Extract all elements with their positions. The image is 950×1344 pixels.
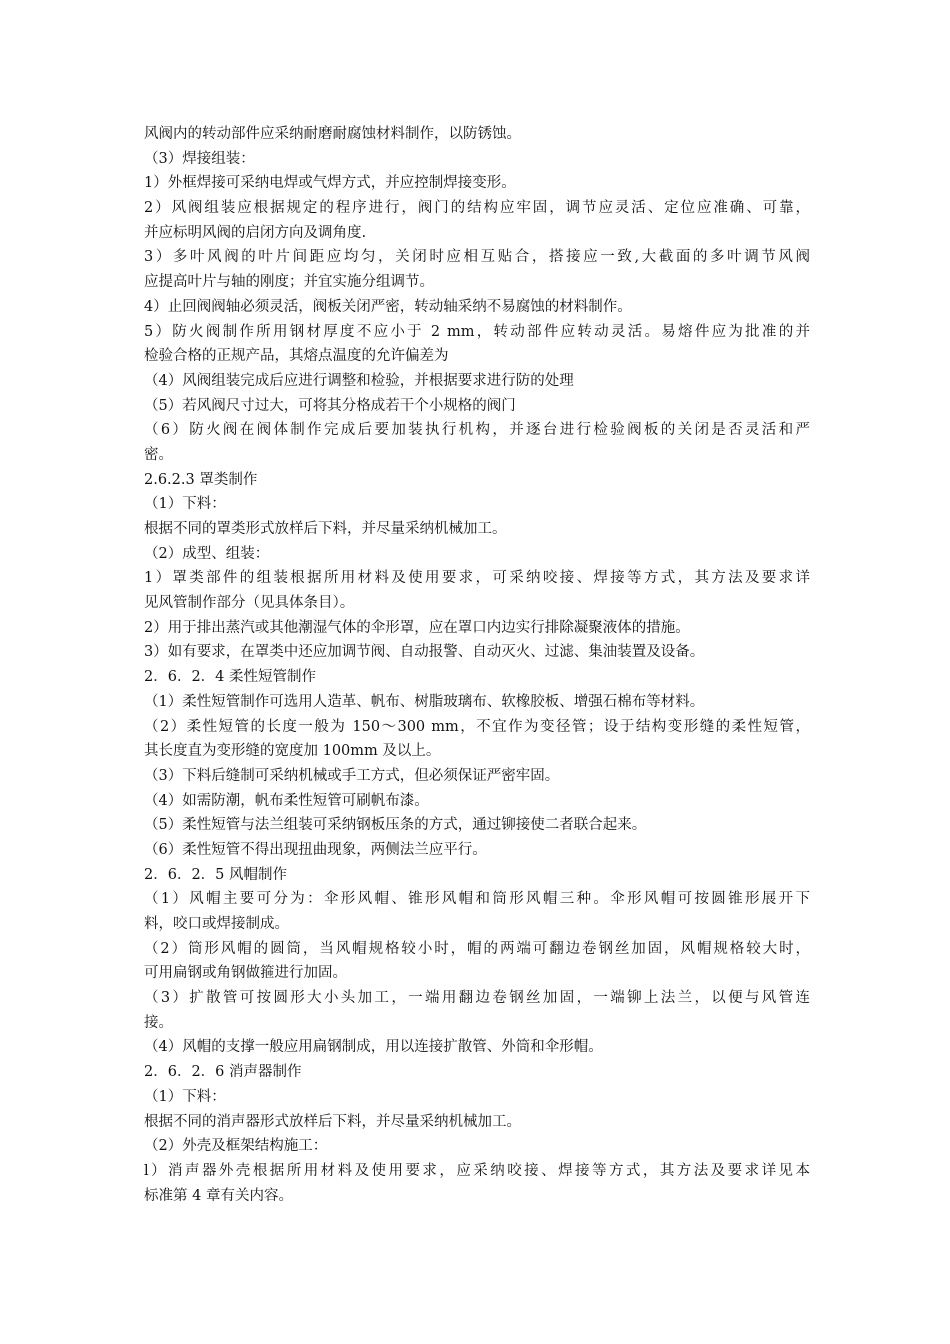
text-line: 根据不同的罩类形式放样后下料，并尽量采纳机械加工。: [144, 521, 507, 537]
text-line: （1）风帽主要可分为：伞形风帽、锥形风帽和筒形风帽三种。伞形风帽可按圆锥形展开下: [144, 891, 810, 908]
text-line: 2）用于排出蒸汽或其他潮湿气体的伞形罩，应在罩口内边实行排除凝聚液体的措施。: [144, 619, 690, 636]
document-body: [144, 122, 810, 1208]
text-line: （1）柔性短管制作可选用人造革、帆布、树脂玻璃布、软橡胶板、增强石棉布等材料。: [144, 693, 705, 710]
text-line: 4）止回阀阀轴必须灵活，阀板关闭严密，转动轴采纳不易腐蚀的材料制作。: [144, 298, 632, 315]
text-line: （5）若风阀尺寸过大，可将其分格成若干个小规格的阀门: [144, 397, 516, 414]
text-line: 2）风阀组装应根据规定的程序进行，阀门的结构应牢固，调节应灵活、定位应准确、可靠，: [144, 200, 810, 217]
text-line: （2）外壳及框架结构施工：: [144, 1138, 328, 1155]
text-line: （3）扩散管可按圆形大小头加工，一端用翻边卷钢丝加固，一端铆上法兰，以便与风管连: [144, 990, 810, 1007]
text-line: 接。: [144, 1014, 173, 1031]
text-line: 检验合格的正规产品，其熔点温度的允许偏差为: [144, 348, 449, 365]
text-line: 5）防火阀制作所用钢材厚度不应小于 2 mm，转动部件应转动灵活。易熔件应为批准的并: [144, 323, 810, 340]
text-line: 2.6.2.3 罩类制作: [144, 471, 258, 488]
text-line: 2．6．2．4 柔性短管制作: [144, 669, 317, 686]
text-line: 其长度直为变形缝的宽度加 100mm 及以上。: [144, 743, 441, 760]
text-line: 3）多叶风阀的叶片间距应均匀，关闭时应相互贴合，搭接应一致,大截面的多叶调节风阀: [144, 249, 810, 266]
text-line: 可用扁钢或角钢做箍进行加固。: [144, 965, 347, 982]
text-line: 风阀内的转动部件应采纳耐磨耐腐蚀材料制作，以防锈蚀。: [144, 126, 521, 142]
text-line: （2）成型、组装：: [144, 545, 270, 562]
text-line: 1）外框焊接可采纳电焊或气焊方式，并应控制焊接变形。: [144, 175, 516, 192]
text-line: （3）下料后缝制可采纳机械或手工方式，但必须保证严密牢固。: [144, 767, 560, 784]
text-line: （6）防火阀在阀体制作完成后要加装执行机构，并逐台进行检验阀板的关闭是否灵活和严: [144, 422, 810, 439]
text-line: （1）下料：: [144, 496, 226, 513]
text-line: 并应标明风阀的启闭方向及调角度.: [144, 224, 367, 241]
text-line: （4）风阀组装完成后应进行调整和检验，并根据要求进行防的处理: [144, 372, 574, 389]
text-line: 1）罩类部件的组装根据所用材料及使用要求，可采纳咬接、焊接等方式，其方法及要求详: [144, 570, 810, 587]
text-line: l）消声器外壳根据所用材料及使用要求，应采纳咬接、焊接等方式，其方法及要求详见本: [144, 1162, 810, 1179]
text-line: 2．6．2．5 风帽制作: [144, 866, 288, 883]
text-line: （4）风帽的支撑一般应用扁钢制成，用以连接扩散管、外筒和伞形帽。: [144, 1039, 603, 1056]
text-line: 标准第 4 章有关内容。: [144, 1187, 293, 1204]
text-line: 应提高叶片与轴的刚度；并宜实施分组调节。: [144, 274, 434, 291]
text-line: 见风管制作部分（见具体条目）。: [144, 595, 355, 612]
text-line: 料，咬口或焊接制成。: [144, 916, 289, 932]
text-line: （3）焊接组装：: [144, 150, 255, 167]
text-line: （5）柔性短管与法兰组装可采纳钢板压条的方式，通过铆接使二者联合起来。: [144, 817, 647, 834]
text-line: 3）如有要求，在罩类中还应加调节阀、自动报警、自动灭火、过滤、集油装置及设备。: [144, 644, 705, 661]
text-line: 2．6．2．6 消声器制作: [144, 1064, 302, 1081]
text-line: 密。: [144, 446, 173, 463]
text-line: （1）下料：: [144, 1088, 226, 1105]
text-line: （2）筒形风帽的圆筒，当风帽规格较小时，帽的两端可翻边卷钢丝加固，风帽规格较大时，: [144, 940, 810, 957]
text-line: （2）柔性短管的长度一般为 150～300 mm，不宜作为变径管；设于结构变形缝的柔性短管，: [144, 718, 810, 735]
text-line: （4）如需防潮，帆布柔性短管可刷帆布漆。: [144, 792, 429, 809]
text-line: （6）柔性短管不得出现扭曲现象，两侧法兰应平行。: [144, 841, 487, 858]
text-line: 根据不同的消声器形式放样后下料，并尽量采纳机械加工。: [144, 1113, 521, 1130]
